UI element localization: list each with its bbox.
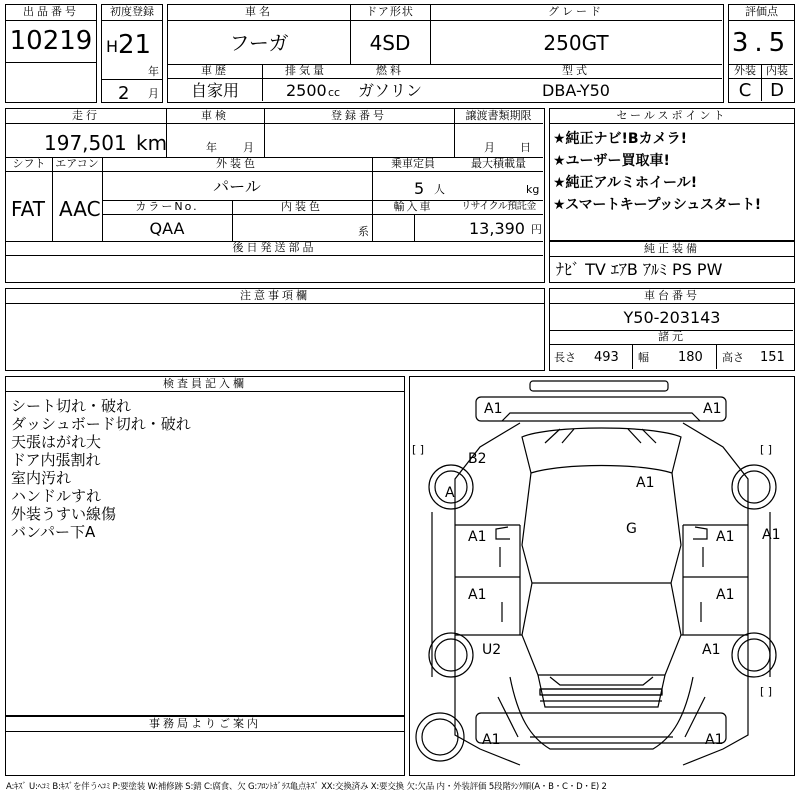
displacement: 2500	[286, 81, 327, 100]
import-label: 輸入車	[372, 200, 454, 215]
details-box	[5, 108, 545, 283]
interior-label: 内装	[761, 64, 793, 79]
remark: 室内汚れ	[11, 469, 72, 487]
capacity-unit: 人	[434, 183, 445, 196]
model-label: 型式	[430, 64, 722, 79]
chassis-number: Y50-203143	[623, 308, 721, 327]
width-label: 幅	[638, 351, 649, 364]
max-load-unit: kg	[526, 183, 540, 196]
transfer-day-unit: 日	[520, 141, 531, 154]
damage-mark: A1	[716, 587, 735, 603]
damage-mark: B2	[468, 451, 487, 467]
sales-point: ★スマートキープッシュスタート!	[553, 197, 761, 213]
color-number: QAA	[149, 219, 185, 238]
first-registration-year: 21	[118, 30, 152, 60]
bracket-mark: [ ]	[760, 685, 773, 698]
door-type-label: ドア形状	[350, 5, 430, 21]
fuel: ガソリン	[357, 81, 422, 100]
lot-number-box	[5, 4, 97, 63]
interior-color-label: 内装色	[232, 200, 372, 215]
office-box	[5, 716, 405, 776]
bracket-mark: [ ]	[412, 443, 425, 456]
dimensions-label: 諸元	[550, 330, 794, 345]
damage-mark: A	[445, 485, 455, 501]
inspection-month-unit: 月	[243, 141, 254, 154]
color-number-label: カラーNo.	[102, 200, 232, 215]
score-label: 評価点	[729, 5, 794, 21]
remark: シート切れ・破れ	[11, 397, 132, 415]
exterior-color-label: 外装色	[102, 157, 372, 172]
notes-box	[5, 288, 545, 371]
displacement-unit: cc	[328, 86, 341, 99]
chassis-box	[549, 288, 795, 371]
model: DBA-Y50	[542, 81, 610, 100]
history: 自家用	[190, 81, 239, 100]
damage-mark: G	[626, 521, 637, 537]
capacity: 5	[414, 179, 425, 198]
remark: 天張はがれ大	[11, 433, 102, 451]
sales-points-label: セールスポイント	[550, 109, 794, 124]
inspection-year-unit: 年	[206, 141, 217, 154]
damage-mark: A1	[716, 529, 735, 545]
recycle-label: リサイクル預託金	[454, 200, 543, 215]
grade-label: グレード	[430, 5, 722, 21]
damage-mark: A1	[482, 732, 501, 748]
car-diagram-box	[409, 376, 795, 776]
damage-mark: A1	[703, 401, 722, 417]
damage-mark: A1	[484, 401, 503, 417]
first-registration-box	[101, 4, 163, 103]
inspection-label: 車検	[166, 109, 264, 124]
damage-mark: A1	[468, 587, 487, 603]
recycle-unit: 円	[531, 223, 542, 236]
height: 151	[760, 350, 785, 365]
lot-number-label: 出品番号	[6, 5, 96, 21]
lot-number: 10219	[9, 26, 93, 56]
displacement-label: 排気量	[262, 64, 350, 79]
first-registration-label: 初度登録	[102, 5, 162, 21]
chassis-number-label: 車台番号	[550, 289, 794, 304]
fuel-label: 燃料	[350, 64, 430, 79]
delivery-parts-label: 後日発送部品	[6, 241, 543, 256]
lot-blank-box	[5, 62, 97, 103]
equipment: ﾅﾋﾞ TV ｴｱB ｱﾙﾐ PS PW	[556, 260, 723, 279]
remark: ダッシュボード切れ・破れ	[11, 415, 191, 433]
exterior-color: パール	[213, 177, 261, 196]
exterior-grade: C	[738, 80, 752, 101]
damage-mark: A1	[636, 475, 655, 491]
score-box	[728, 4, 795, 103]
aircon: AAC	[59, 197, 101, 221]
remark: ハンドルすれ	[11, 487, 102, 505]
month-unit: 月	[148, 87, 159, 100]
mileage: 197,501	[44, 131, 127, 155]
door-type: 4SD	[369, 31, 411, 55]
shift: FAT	[11, 197, 46, 221]
sales-point: ★純正アルミホイール!	[553, 175, 698, 191]
length: 493	[594, 350, 619, 365]
remark: ドア内張割れ	[11, 451, 101, 469]
remark: バンパー下A	[11, 523, 96, 541]
shift-label: シフト	[6, 157, 52, 172]
width: 180	[678, 350, 703, 365]
remark: 外装うすい線傷	[11, 505, 117, 523]
office-label: 事務局よりご案内	[6, 717, 404, 732]
aircon-label: エアコン	[52, 157, 102, 172]
sales-point: ★純正ナビ!Bカメラ!	[553, 131, 687, 147]
history-label: 車歴	[168, 64, 262, 79]
damage-mark: A1	[468, 529, 487, 545]
damage-mark: U2	[482, 642, 502, 658]
damage-mark: A1	[705, 732, 724, 748]
exterior-label: 外装	[729, 64, 761, 79]
score: 3.5	[731, 28, 792, 58]
interior-color-unit: 系	[358, 225, 369, 238]
legend: A:ｷｽﾞ U:ﾍｺﾐ B:ｷｽﾞを伴うﾍｺﾐ P:要塗装 W:補修跡 S:錆 C:腐食、欠 G:ﾌﾛﾝﾄｶﾞﾗｽ亀点ｷｽﾞ XX:交換済み X:要交換 欠:欠品 内・外装評価 5段階ﾗﾝｸ順(A・B・C・D・E) 2	[6, 782, 607, 792]
year-unit: 年	[148, 65, 159, 78]
damage-mark: A1	[702, 642, 721, 658]
main-info-box	[167, 4, 724, 103]
inspector-box	[5, 376, 405, 716]
equipment-box	[549, 241, 795, 283]
recycle-fee: 13,390	[469, 219, 525, 238]
mileage-label: 走行	[6, 109, 166, 124]
max-load-label: 最大積載量	[454, 157, 543, 172]
damage-mark: A1	[762, 527, 781, 543]
transfer-deadline-label: 譲渡書類期限	[454, 109, 543, 124]
car-diagram	[410, 377, 793, 774]
sales-point: ★ユーザー買取車!	[553, 153, 670, 169]
equipment-label: 純正装備	[550, 242, 794, 257]
inspector-label: 検査員記入欄	[6, 377, 404, 392]
interior-grade: D	[770, 80, 784, 101]
car-name-label: 車名	[168, 5, 350, 21]
capacity-label: 乗車定員	[372, 157, 454, 172]
mileage-unit: km	[136, 131, 168, 155]
grade: 250GT	[543, 31, 609, 55]
registration-label: 登録番号	[264, 109, 454, 124]
transfer-month-unit: 月	[484, 141, 495, 154]
era: H	[106, 37, 119, 56]
car-name: フーガ	[229, 31, 289, 55]
height-label: 高さ	[722, 351, 744, 364]
bracket-mark: [ ]	[760, 443, 773, 456]
notes-label: 注意事項欄	[6, 289, 544, 304]
first-registration-month: 2	[118, 83, 130, 104]
sales-points-box	[549, 108, 795, 241]
length-label: 長さ	[554, 351, 576, 364]
